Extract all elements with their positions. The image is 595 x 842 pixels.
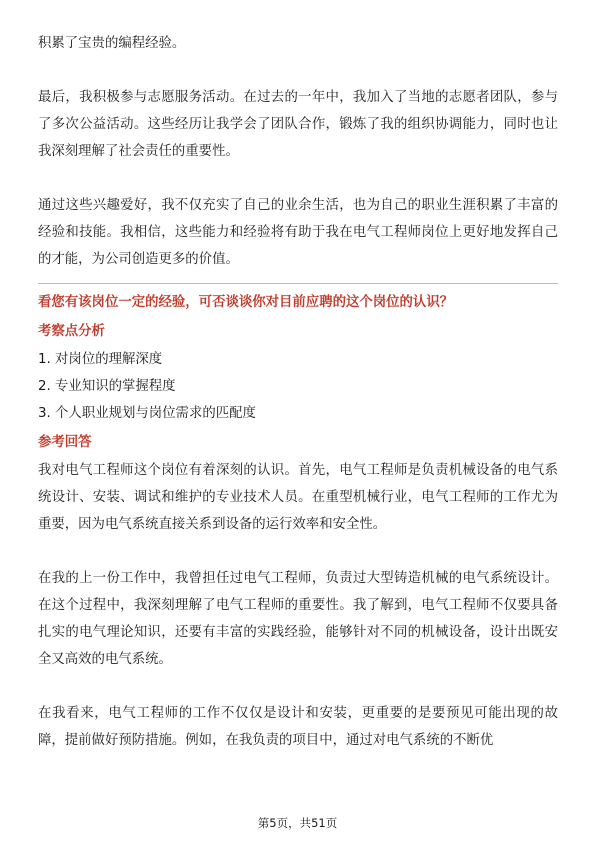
document-page	[38, 30, 558, 754]
intro-paragraph-2: 最后，我积极参与志愿服务活动。在过去的一年中，我加入了当地的志愿者团队，参与了多次公益活动。这些经历让我学会了团队合作，锻炼了我的组织协调能力，同时也让我深刻理解了社会责任的重要性。	[38, 90, 558, 159]
spacer	[38, 673, 558, 700]
page-number-footer: 第5页，共51页	[257, 816, 338, 830]
analysis-item-2: 2. 专业知识的掌握程度	[38, 379, 176, 394]
answer-heading: 参考回答	[38, 435, 92, 450]
intro-paragraph-3: 通过这些兴趣爱好，我不仅充实了自己的业余生活，也为自己的职业生涯积累了丰富的经验和技能。我相信，这些能力和经验将有助于我在电气工程师岗位上更好地发挥自己的才能，为公司创造更多的价值。	[38, 198, 558, 267]
analysis-item-3: 3. 个人职业规划与岗位需求的匹配度	[38, 406, 256, 421]
answer-paragraph-2: 在我的上一份工作中，我曾担任过电气工程师，负责过大型铸造机械的电气系统设计。在这个过程中，我深刻理解了电气工程师的重要性。我了解到，电气工程师不仅要具备扎实的电气理论知识，还要有丰富的实践经验，能够针对不同的机械设备，设计出既安全又高效的电气系统。	[38, 571, 558, 667]
answer-paragraph-3: 在我看来，电气工程师的工作不仅仅是设计和安装，更重要的是要预见可能出现的故障，提前做好预防措施。例如，在我负责的项目中，通过对电气系统的不断优	[38, 706, 558, 748]
analysis-heading: 考察点分析	[38, 324, 105, 339]
answer-paragraph-1: 我对电气工程师这个岗位有着深刻的认识。首先，电气工程师是负责机械设备的电气系统设计、安装、调试和维护的专业技术人员。在重型机械行业，电气工程师的工作尤为重要，因为电气系统直接关系到设备的运行效率和安全性。	[38, 463, 558, 532]
spacer	[38, 57, 558, 84]
analysis-item-1: 1. 对岗位的理解深度	[38, 352, 163, 367]
intro-paragraph-1: 积累了宝贵的编程经验。	[38, 36, 186, 51]
section-divider	[38, 283, 558, 284]
spacer	[38, 165, 558, 192]
spacer	[38, 538, 558, 565]
interview-question: 看您有该岗位一定的经验，可否谈谈你对目前应聘的这个岗位的认识？	[38, 295, 454, 310]
